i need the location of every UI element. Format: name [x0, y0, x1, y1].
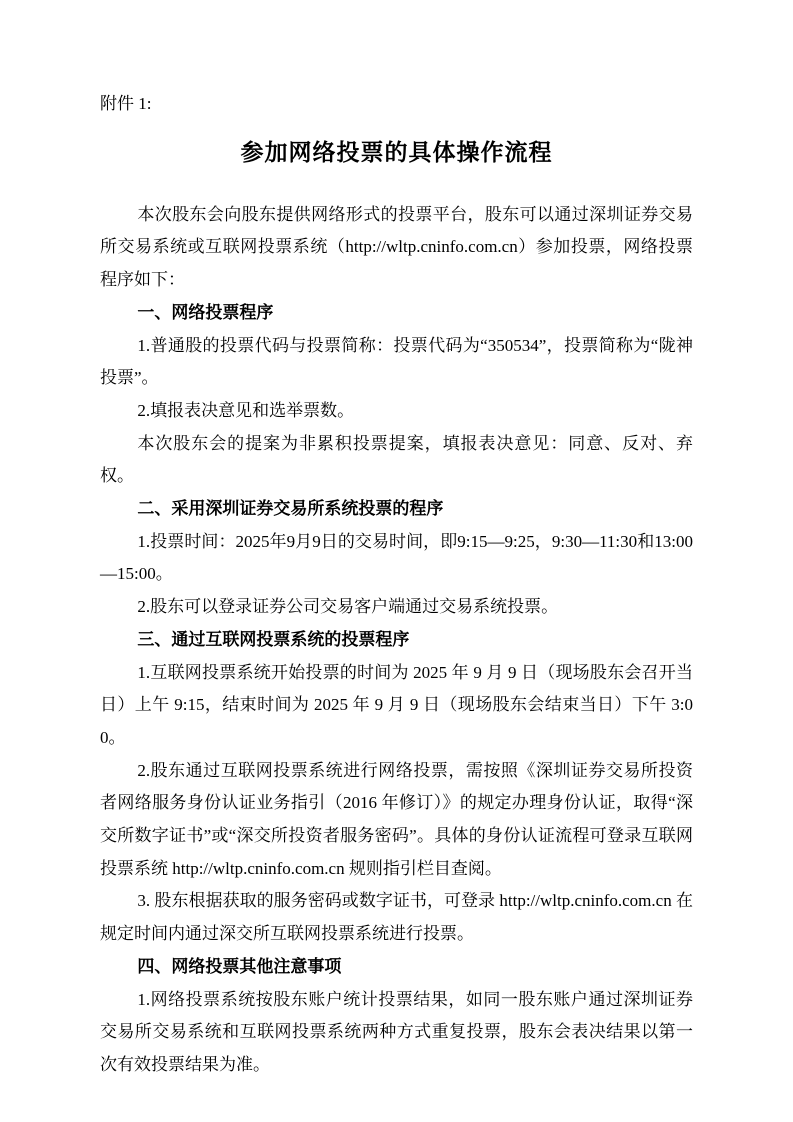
section-3-heading: 三、通过互联网投票系统的投票程序	[137, 629, 410, 649]
page-title: 参加网络投票的具体操作流程	[240, 138, 553, 165]
section-1-paragraph-3: 本次股东会的提案为非累积投票提案，填报表决意见：同意、反对、弃权。	[100, 433, 693, 486]
section-3-paragraph-1: 1.互联网投票系统开始投票的时间为 2025 年 9 月 9 日（现场股东会召开当日）上午 9:15，结束时间为 2025 年 9 月 9 日（现场股东会结束当日）下午 3:00。	[100, 662, 693, 747]
attachment-label: 附件 1:	[100, 94, 152, 113]
section-4-heading: 四、网络投票其他注意事项	[137, 956, 342, 976]
section-2-heading: 二、采用深圳证券交易所系统投票的程序	[137, 499, 444, 519]
section-1-heading: 一、网络投票程序	[137, 302, 274, 322]
section-3-paragraph-3: 3. 股东根据获取的服务密码或数字证书，可登录 http://wltp.cninfo.com.cn 在规定时间内通过深交所互联网投票系统进行投票。	[100, 891, 693, 944]
section-1-paragraph-2: 2.填报表决意见和选举票数。	[137, 400, 355, 420]
section-3-paragraph-2: 2.股东通过互联网投票系统进行网络投票，需按照《深圳证券交易所投资者网络服务身份认证业务指引（2016 年修订）》的规定办理身份认证，取得“深交所数字证书”或“深交所投资者服务密码”。具体的身份认证流程可登录互联网投票系统 http://wltp.cninfo.com.cn 规则指引栏目查阅。	[100, 760, 693, 878]
section-2-paragraph-2: 2.股东可以登录证券公司交易客户端通过交易系统投票。	[137, 597, 559, 617]
section-4-paragraph-1: 1.网络投票系统按股东账户统计投票结果，如同一股东账户通过深圳证券交易所交易系统和互联网投票系统两种方式重复投票，股东会表决结果以第一次有效投票结果为准。	[100, 989, 693, 1074]
section-1-paragraph-1: 1.普通股的投票代码与投票简称：投票代码为“350534”，投票简称为“陇神投票”。	[100, 335, 693, 388]
section-2-paragraph-1: 1.投票时间：2025年9月9日的交易时间，即9:15—9:25，9:30—11:30和13:00—15:00。	[100, 531, 693, 584]
intro-paragraph: 本次股东会向股东提供网络形式的投票平台，股东可以通过深圳证券交易所交易系统或互联网投票系统（http://wltp.cninfo.com.cn）参加投票，网络投票程序如下：	[100, 204, 693, 290]
